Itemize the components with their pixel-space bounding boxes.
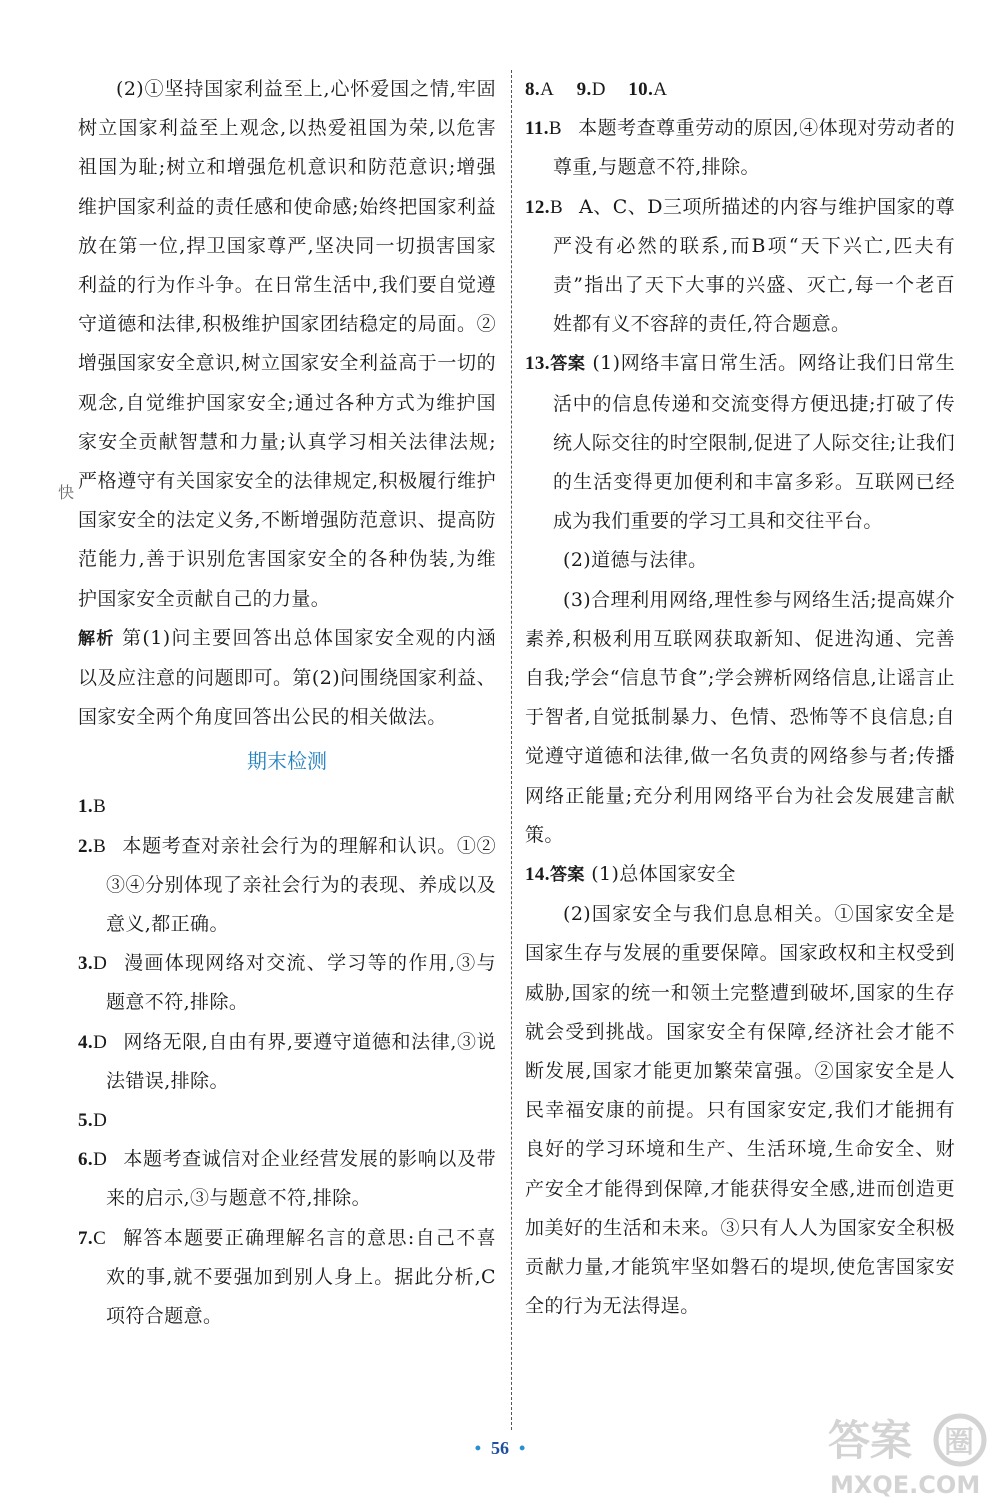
question-answer: A — [653, 79, 668, 100]
question-number: 7. — [78, 1227, 94, 1249]
question-answer: A — [540, 79, 555, 100]
question-number: 12. — [525, 196, 550, 218]
page-number: 56 — [491, 1438, 509, 1458]
question-14-part-2: (2)国家安全与我们息息相关。①国家安全是国家生存与发展的重要保障。国家政权和主权受到威胁,国家的统一和领土完整遭到破坏,国家的生存就会受到挑战。国家安全有保障,经济社会才能不断发展,国家才能更加繁荣富强。②国家安全是人民幸福安康的前提。只有国家安定,我们才能拥有良好的学习环境和生产、生活环境,生命安全、财产安全才能得到保障,才能获得安全感,进而创造更加美好的生活和未来。③只有人人为国家安全积极贡献力量,才能筑牢坚如磐石的堤坝,使危害国家安全的行为无法得逞。 — [525, 903, 955, 1318]
question-number: 5. — [78, 1110, 94, 1132]
question-answer: D — [591, 79, 606, 100]
analysis-label: 解析 — [78, 628, 115, 649]
question-number: 4. — [78, 1031, 94, 1053]
question-6 — [78, 1140, 496, 1218]
bullet-icon: • — [519, 1438, 526, 1458]
watermark-site: MXQE.COM — [830, 1471, 981, 1499]
answer-paragraph: (2)①坚持国家利益至上,心怀爱国之情,牢固树立国家利益至上观念,以热爱祖国为荣,以危害祖国为耻;树立和增强危机意识和防范意识;增强维护国家利益的责任感和使命感;始终把国家利益放在第一位,捍卫国家尊严,坚决同一切损害国家利益的行为作斗争。在日常生活中,我们要自觉遵守道德和法律,积极维护国家团结稳定的局面。②增强国家安全意识,树立国家安全利益高于一切的观念,自觉维护国家安全;通过各种方式为维护国家安全贡献智慧和力量;认真学习相关法律法规;严格遵守有关国家安全的法律规定,积极履行维护国家安全的法定义务,不断增强防范意识、提高防范能力,善于识别危害国家安全的各种伪装,为维护国家安全贡献自己的力量。 — [78, 78, 496, 610]
question-explanation: 网络无限,自由有界,要遵守道德和法律,③说法错误,排除。 — [106, 1030, 496, 1092]
question-number: 3. — [78, 953, 94, 975]
question-explanation: 解答本题要正确理解名言的意思:自己不喜欢的事,就不要强加到别人身上。据此分析,C项符合题意。 — [106, 1226, 496, 1328]
question-explanation: 漫画体现网络对交流、学习等的作用,③与题意不符,排除。 — [106, 952, 496, 1014]
question-number: 13. — [525, 353, 550, 375]
question-13 — [525, 344, 955, 541]
question-12 — [525, 188, 955, 345]
right-column — [525, 70, 955, 1327]
question-answer: D — [93, 953, 108, 975]
question-explanation: 本题考查对亲社会行为的理解和认识。①②③④分别体现了亲社会行为的表现、养成以及意义,都正确。 — [106, 834, 496, 936]
question-4 — [78, 1023, 496, 1101]
bullet-icon: • — [474, 1438, 481, 1458]
question-answer: B — [93, 835, 107, 857]
question-explanation: 本题考查尊重劳动的原因,④体现对劳动者的尊重,与题意不符,排除。 — [553, 117, 955, 179]
watermark-logo — [820, 1405, 995, 1500]
question-answer: D — [93, 1110, 108, 1132]
left-column — [78, 70, 496, 1336]
question-number: 11. — [525, 118, 549, 140]
question-5 — [78, 1101, 496, 1140]
question-explanation: 本题考查诚信对企业经营发展的影响以及带来的启示,③与题意不符,排除。 — [106, 1148, 496, 1210]
answer-label: 答案 — [549, 865, 585, 886]
question-number: 6. — [78, 1149, 94, 1171]
section-title: 期末检测 — [247, 749, 327, 774]
question-11 — [525, 109, 955, 187]
question-14 — [525, 855, 955, 895]
question-answer: B — [549, 196, 564, 218]
margin-handwriting: 快 — [58, 483, 74, 502]
question-2 — [78, 827, 496, 945]
question-3 — [78, 944, 496, 1022]
question-number: 2. — [78, 835, 94, 857]
answer-text: (1)网络丰富日常生活。网络让我们日常生活中的信息传递和交流变得方便迅捷;打破了传统人际交往的时空限制,促进了人际交往;让我们的生活变得更加便利和丰富多彩。互联网已经成为我们重要的学习工具和交往平台。 — [553, 352, 955, 533]
answer-text: (1)总体国家安全 — [591, 863, 736, 886]
column-divider — [511, 70, 512, 1430]
question-answer: C — [93, 1227, 107, 1249]
questions-8-10 — [525, 70, 955, 109]
question-explanation: A、C、D三项所描述的内容与维护国家的尊严没有必然的联系,而B项“天下兴亡,匹夫有责”指出了天下大事的兴盛、灭亡,每一个老百姓都有义不容辞的责任,符合题意。 — [553, 195, 955, 336]
question-number: 14. — [525, 864, 550, 886]
question-number: 8. — [525, 79, 541, 100]
question-number: 9. — [576, 79, 592, 100]
question-7 — [78, 1219, 496, 1337]
watermark-text: 圈 — [944, 1425, 974, 1460]
question-13-part-2: (2)道德与法律。 — [563, 549, 708, 572]
analysis-paragraph — [78, 619, 496, 738]
question-answer: D — [93, 1149, 108, 1171]
question-number: 10. — [628, 79, 654, 100]
question-answer: B — [93, 796, 107, 818]
question-number: 1. — [78, 796, 94, 818]
analysis-text: 第(1)问主要回答出总体国家安全观的内涵以及应注意的问题即可。第(2)问围绕国家利益、国家安全两个角度回答出公民的相关做法。 — [78, 626, 496, 729]
answer-label: 答案 — [549, 354, 586, 375]
question-answer: B — [548, 118, 562, 140]
question-13-part-3: (3)合理利用网络,理性参与网络生活;提高媒介素养,积极利用互联网获取新知、促进沟通、完善自我;学会“信息节食”;学会辨析网络信息,让谣言止于智者,自觉抵制暴力、色情、恐怖等不良信息;自觉遵守道德和法律,做一名负责的网络参与者;传播网络正能量;充分利用网络平台为社会发展建言献策。 — [525, 588, 955, 846]
watermark-text: 答案 — [828, 1416, 913, 1465]
question-answer: D — [93, 1031, 108, 1053]
question-1 — [78, 787, 496, 826]
